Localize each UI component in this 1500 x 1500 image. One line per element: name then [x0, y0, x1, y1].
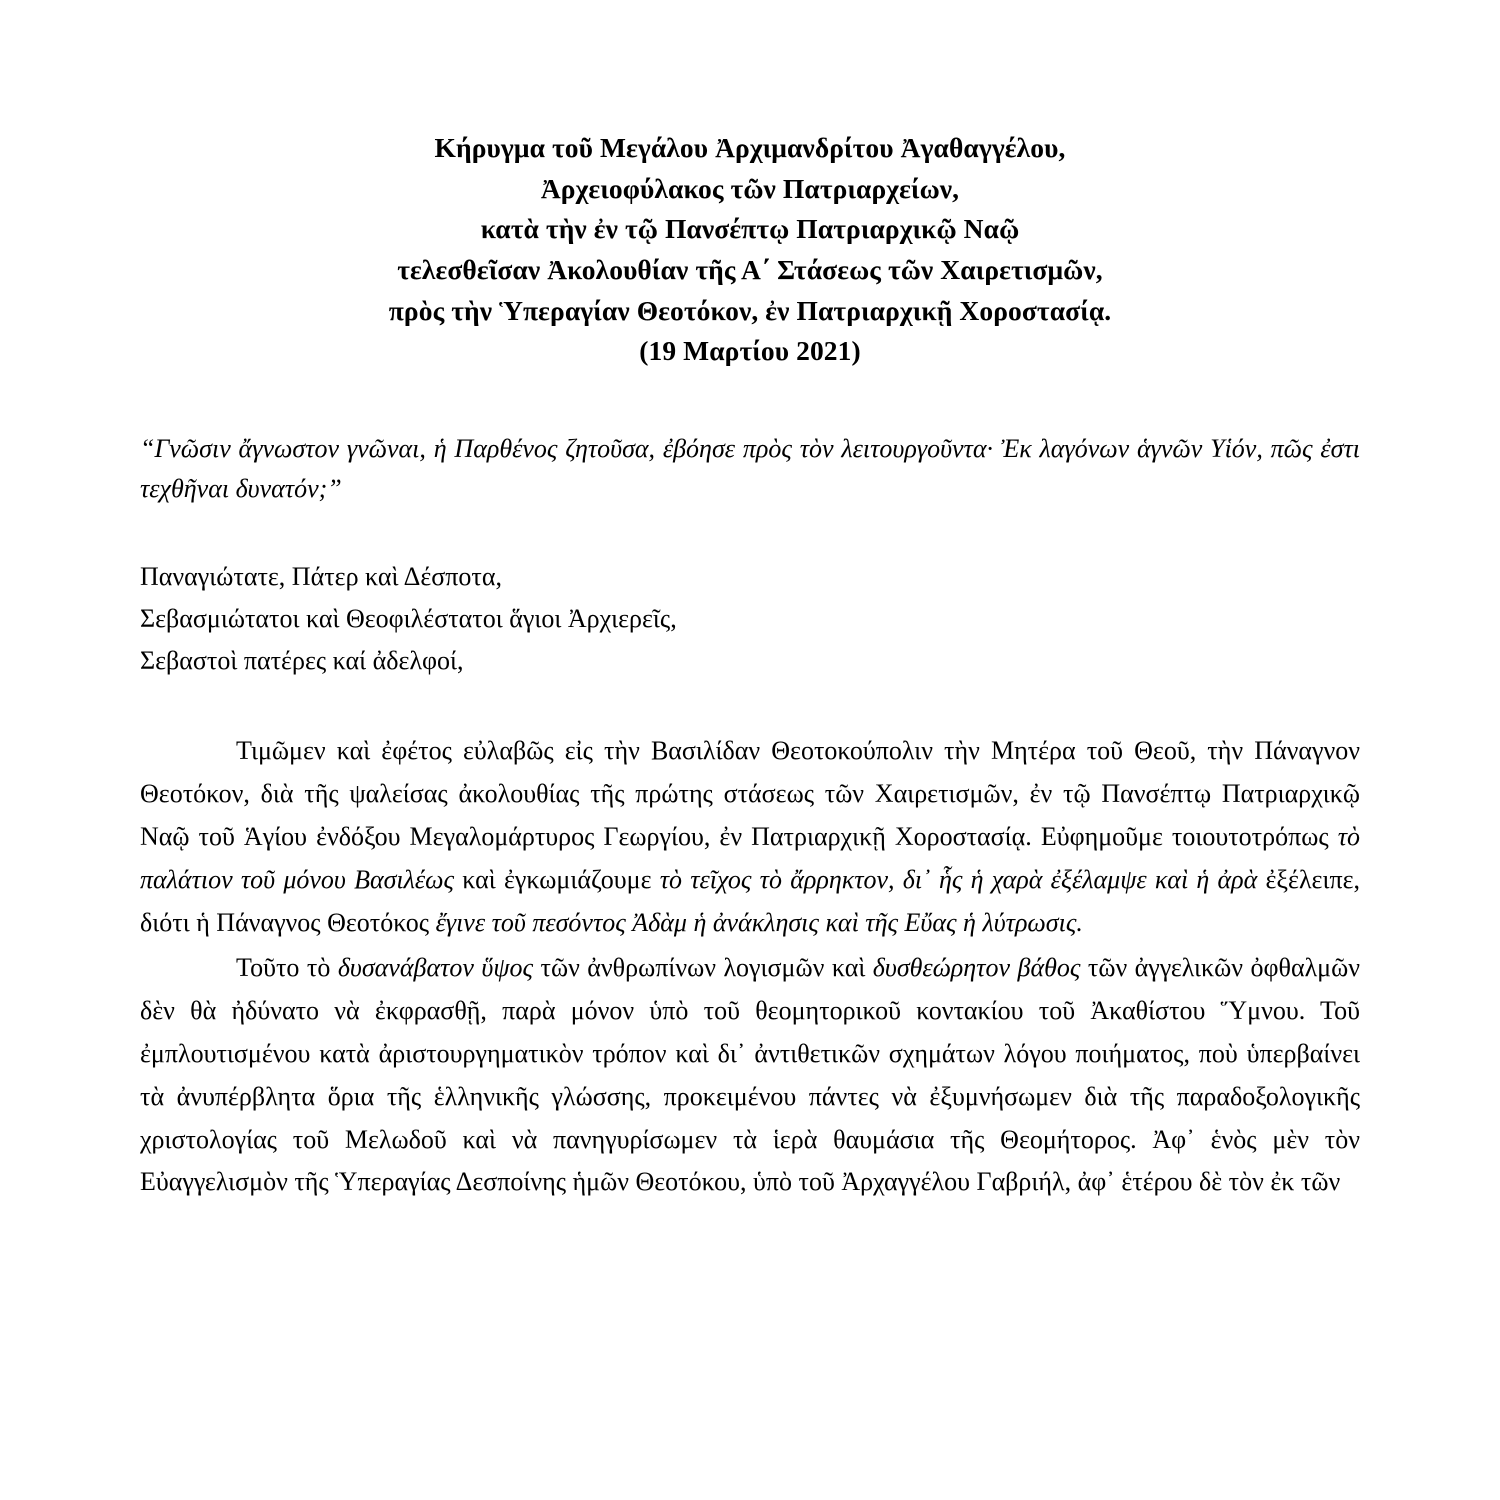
document-title: [140, 128, 1360, 372]
title-line-5: πρὸς τὴν Ὑπεραγίαν Θεοτόκον, ἐν Πατριαρχικῇ Χοροστασίᾳ.: [388, 294, 1112, 326]
salutation-line-3: Σεβαστοὶ πατέρες καί ἀδελφοί,: [140, 646, 464, 676]
paragraph-1: Τιμῶμεν καὶ ἐφέτος εὐλαβῶς εἰς τὴν Βασιλίδαν Θεοτοκούπολιν τὴν Μητέρα τοῦ Θεοῦ, τὴν Πάναγνον Θεοτόκον, διὰ τῆς ψαλείσας ἀκολουθίας τῆς πρώτης στάσεως τῶν Χαιρετισμῶν, ἐν τῷ Πανσέπτῳ Πατριαρχικῷ Ναῷ τοῦ Ἁγίου ἐνδόξου Μεγαλομάρτυρος Γεωργίου, ἐν Πατριαρχικῇ Χοροστασίᾳ. Εὐφημοῦμε τοιουτοτρόπως τὸ παλάτιον τοῦ μόνου Βασιλέως καὶ ἐγκωμιάζουμε τὸ τεῖχος τὸ ἄρρηκτον, δι᾿ ἧς ἡ χαρὰ ἐξέλαμψε καὶ ἡ ἀρὰ ἐξέλειπε, διότι ἡ Πάναγνος Θεοτόκος ἔγινε τοῦ πεσόντος Ἀδὰμ ἡ ἀνάκλησις καὶ τῆς Εὔας ἡ λύτρωσις.: [140, 736, 1361, 938]
title-line-2: Ἀρχειοφύλακος τῶν Πατριαρχείων,: [540, 172, 960, 204]
title-date: (19 Μαρτίου 2021): [639, 335, 861, 367]
title-line-3: κατὰ τὴν ἐν τῷ Πανσέπτῳ Πατριαρχικῷ Ναῷ: [480, 213, 1020, 245]
salutation-line-2: Σεβασμιώτατοι καὶ Θεοφιλέστατοι ἅγιοι Ἀρχιερεῖς,: [140, 604, 677, 634]
salutation-line-1: Παναγιώτατε, Πάτερ καὶ Δέσποτα,: [140, 562, 502, 592]
opening-quote: [140, 429, 1360, 508]
quote-text: “Γνῶσιν ἄγνωστον γνῶναι, ἡ Παρθένος ζητοῦσα, ἐβόησε πρὸς τὸν λειτουργοῦντα· Ἐκ λαγόνων ἁγνῶν Υἱόν, πῶς ἐστι τεχθῆναι δυνατόν;”: [140, 434, 1360, 503]
title-line-4: τελεσθεῖσαν Ἀκολουθίαν τῆς Α΄ Στάσεως τῶν Χαιρετισμῶν,: [397, 254, 1103, 286]
title-line-1: Κήρυγμα τοῦ Μεγάλου Ἀρχιμανδρίτου Ἀγαθαγγέλου,: [434, 132, 1066, 163]
salutation-block: [140, 556, 1360, 682]
paragraph-2: Τοῦτο τὸ δυσανάβατον ὕψος τῶν ἀνθρωπίνων λογισμῶν καὶ δυσθεώρητον βάθος τῶν ἀγγελικῶν ὀφθαλμῶν δὲν θὰ ἠδύνατο νὰ ἐκφρασθῇ, παρὰ μόνον ὑπὸ τοῦ θεομητορικοῦ κοντακίου τοῦ Ἀκαθίστου Ὕμνου. Τοῦ ἐμπλουτισμένου κατὰ ἀριστουργηματικὸν τρόπον καὶ δι᾿ ἀντιθετικῶν σχημάτων λόγου ποιήματος, ποὺ ὑπερβαίνει τὰ ἀνυπέρβλητα ὅρια τῆς ἑλληνικῆς γλώσσης, προκειμένου πάντες νὰ ἐξυμνήσωμεν διὰ τῆς παραδοξολογικῆς χριστολογίας τοῦ Μελωδοῦ καὶ νὰ πανηγυρίσωμεν τὰ ἱερὰ θαυμάσια τῆς Θεομήτορος. Ἀφ᾿ ἑνὸς μὲν τὸν Εὐαγγελισμὸν τῆς Ὑπεραγίας Δεσποίνης ἡμῶν Θεοτόκου, ὑπὸ τοῦ Ἀρχαγγέλου Γαβριήλ, ἀφ᾿ ἑτέρου δὲ τὸν ἐκ τῶν: [140, 952, 1360, 1197]
body-text: [140, 730, 1360, 1204]
